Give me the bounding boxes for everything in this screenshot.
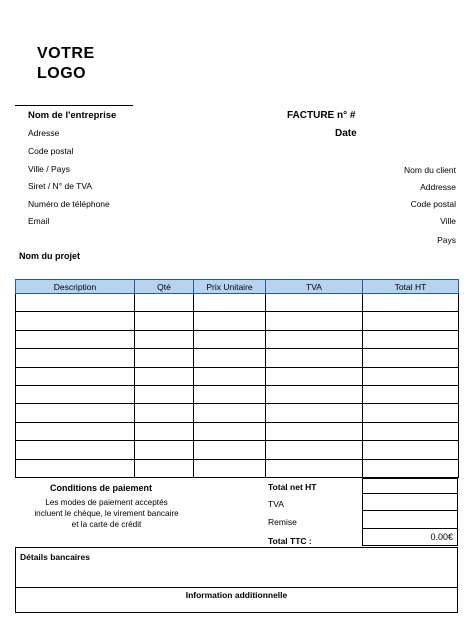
supplier-phone: Numéro de téléphone — [28, 199, 110, 209]
items-table — [15, 279, 459, 478]
table-row — [16, 367, 459, 385]
client-address: Addresse — [420, 182, 456, 192]
table-cell — [16, 404, 135, 422]
table-cell — [194, 330, 266, 348]
table-cell — [194, 459, 266, 477]
table-cell — [363, 330, 459, 348]
supplier-address: Adresse — [28, 128, 60, 138]
table-cell — [194, 349, 266, 367]
table-cell — [16, 422, 135, 440]
logo-line-1: VOTRE — [37, 45, 95, 62]
table-header-row — [16, 280, 459, 294]
payment-line: incluent le chèque, le virement bancaire — [34, 509, 179, 518]
table-cell — [194, 404, 266, 422]
logo — [37, 44, 95, 84]
table-cell — [266, 459, 363, 477]
invoice-title: FACTURE n° # — [287, 110, 356, 121]
company-name: Nom de l'entreprise — [28, 110, 117, 121]
table-cell — [16, 367, 135, 385]
table-row — [16, 441, 459, 459]
table-cell — [266, 404, 363, 422]
table-row — [16, 422, 459, 440]
supplier-siret: Siret / N° de TVA — [28, 181, 93, 191]
additional-info-divider — [15, 587, 458, 588]
table-cell — [194, 441, 266, 459]
client-postal-code: Code postal — [410, 199, 456, 209]
table-cell — [16, 349, 135, 367]
table-cell — [194, 367, 266, 385]
total-ttc-cell — [362, 529, 458, 546]
remise-label: Remise — [268, 517, 297, 527]
remise-value — [362, 511, 458, 529]
col-description: Description — [16, 280, 135, 294]
table-cell — [135, 404, 194, 422]
additional-info-title: Information additionnelle — [185, 590, 288, 600]
total-ttc-label: Total TTC : — [268, 536, 312, 546]
logo-line-2: LOGO — [37, 65, 87, 82]
table-cell — [363, 385, 459, 403]
table-cell — [266, 330, 363, 348]
supplier-city-country: Ville / Pays — [28, 164, 70, 174]
table-cell — [363, 459, 459, 477]
table-cell — [16, 441, 135, 459]
table-row — [16, 312, 459, 330]
table-cell — [266, 312, 363, 330]
table-cell — [16, 312, 135, 330]
bank-details-title: Détails bancaires — [20, 552, 90, 562]
table-cell — [135, 385, 194, 403]
table-cell — [266, 441, 363, 459]
table-cell — [135, 312, 194, 330]
table-cell — [16, 459, 135, 477]
table-cell — [135, 330, 194, 348]
table-row — [16, 404, 459, 422]
table-cell — [266, 349, 363, 367]
payment-conditions-text — [15, 497, 198, 530]
table-row — [16, 349, 459, 367]
col-quantity: Qté — [135, 280, 194, 294]
total-net-ht-value — [362, 478, 458, 494]
table-row — [16, 459, 459, 477]
table-cell — [363, 312, 459, 330]
table-cell — [194, 312, 266, 330]
supplier-email: Email — [28, 216, 50, 226]
table-cell — [363, 349, 459, 367]
table-row — [16, 385, 459, 403]
table-cell — [363, 404, 459, 422]
table-cell — [135, 367, 194, 385]
col-tva: TVA — [266, 280, 363, 294]
table-cell — [135, 441, 194, 459]
client-country: Pays — [437, 235, 456, 245]
supplier-postal-code: Code postal — [28, 146, 74, 156]
company-divider — [15, 105, 133, 106]
client-city: Ville — [440, 216, 456, 226]
client-name: Nom du client — [404, 165, 456, 175]
table-cell — [135, 294, 194, 312]
table-cell — [266, 294, 363, 312]
table-cell — [363, 441, 459, 459]
payment-line: et la carte de crédit — [71, 520, 142, 529]
table-cell — [266, 367, 363, 385]
project-name: Nom du projet — [19, 251, 80, 261]
payment-conditions-title: Conditions de paiement — [50, 483, 153, 493]
table-cell — [16, 330, 135, 348]
col-unit-price: Prix Unitaire — [194, 280, 266, 294]
table-cell — [363, 294, 459, 312]
table-row — [16, 294, 459, 312]
table-cell — [16, 385, 135, 403]
table-cell — [194, 385, 266, 403]
table-cell — [194, 422, 266, 440]
table-cell — [16, 294, 135, 312]
tva-label: TVA — [268, 499, 284, 509]
col-total-ht: Total HT — [363, 280, 459, 294]
table-cell — [266, 422, 363, 440]
payment-line: Les modes de paiement acceptés — [45, 498, 168, 507]
table-cell — [363, 367, 459, 385]
table-cell — [363, 422, 459, 440]
table-cell — [135, 422, 194, 440]
total-net-ht-label: Total net HT — [268, 482, 317, 492]
table-cell — [135, 459, 194, 477]
table-cell — [135, 349, 194, 367]
table-cell — [194, 294, 266, 312]
invoice-date-label: Date — [335, 128, 357, 139]
table-row — [16, 330, 459, 348]
table-cell — [266, 385, 363, 403]
total-ttc-value: 0.00€ — [430, 532, 453, 542]
tva-value — [362, 493, 458, 511]
